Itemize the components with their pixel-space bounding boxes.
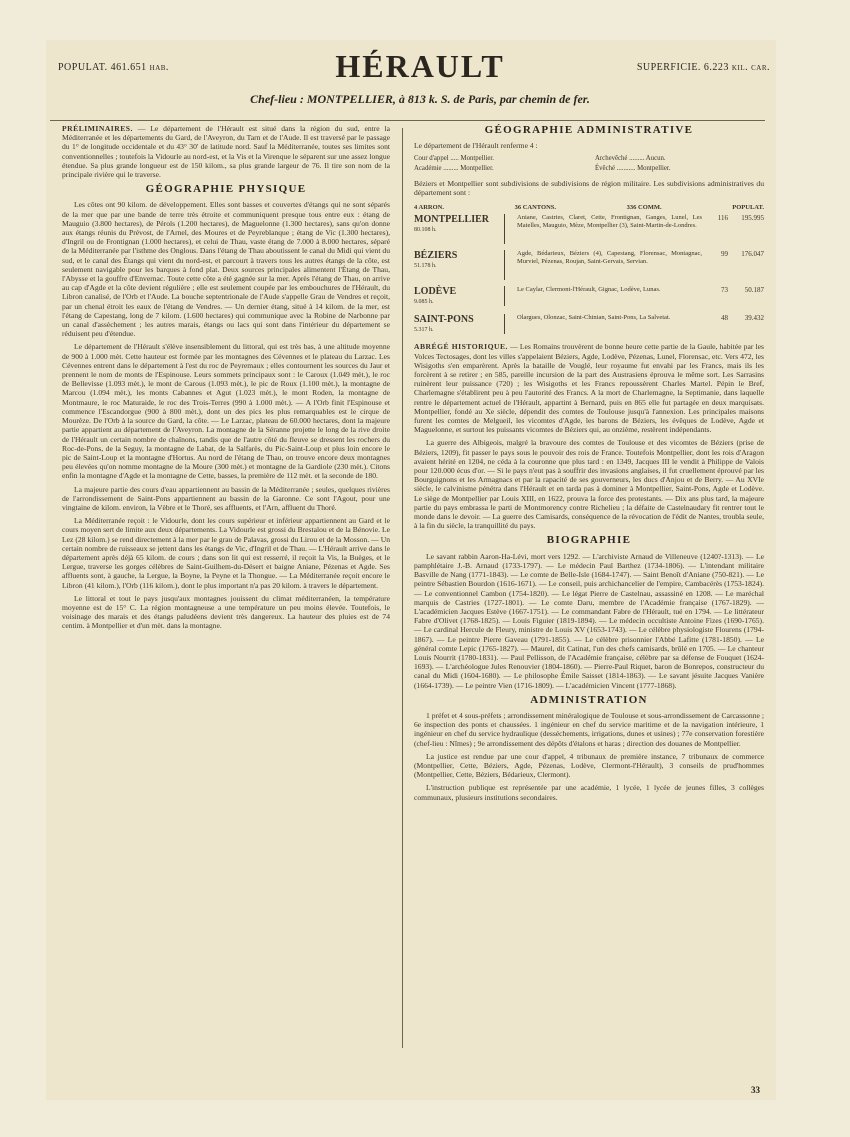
superficie: SUPERFICIE. 6.223 kil. car. bbox=[636, 62, 770, 73]
preliminaires-label: PRÉLIMINAIRES. bbox=[62, 124, 133, 133]
arr-row bbox=[414, 214, 764, 244]
arr-comm: 99 bbox=[721, 250, 728, 259]
arr-name-text: SAINT-PONS bbox=[414, 314, 474, 326]
arr-table-header bbox=[414, 203, 764, 212]
arr-pop: 39.432 bbox=[744, 314, 764, 323]
geo-paragraph: Le département de l'Hérault s'élève insensiblement du littoral, qui est très bas, à une altitude moyenne de 900 à 1.000 mèt. Cette hauteur est formée par les montagnes des Cévennes et le plateau du Larzac. Les Cévennes entrent dans le département à l'est du roc de Peyremaux ; elles contournent les sources du Jaur et prennent le nom de monts de l'Espinouse. Leurs sommets principaux sont : le Caroux (1.049 mèt.), le roc de Bellevisse (1.093 mèt.), le mont de Carous (1.093 mèt.), le pic de Roux (1.100 mèt.), la montagne de Marcou (1.094 mèt.), les monts Cabannes et Agut (1.023 mèt.), le mont Roden, la montagne de Montmaure, le roc Maturaide, le roc des Trois-Terres (990 à 1.000 mèt.). — A l'Orb finit l'Espinouse et commence l'Escandorgue (900 à 800 mèt.), dont un des pics les plus remarquables est le cirque de Mourèze. De l'Orb à la source du Gard, la côte. — Le Larzac, plateau de 60.000 hectares, dont la majeure partie appartient au département de l'Aveyron. La montagne de la Séranne projette le long de la rive droite de l'Hérault un certain nombre de chaînons, tandis que de l'autre côté du fleuve se dressent les rochers du Roc-de-Pons, de la Seguy, la montagne de Labat, de la Salfarès, du Pic-Saint-Loup et plus loin encore le pic de Saint-Loup et la montagne d'Hortus. Au nord de l'étang de Thau, on trouve encore deux montagnes peu élevées qu'on nomme montagne de la Moure (300 mèt.) et montagne de la Gardiole (230 mèt.). Citons enfin la montagne d'Agde et la montagne de Cette, basses, la première de 112 mèt. et la seconde de 180. bbox=[62, 342, 390, 481]
brace bbox=[504, 314, 513, 334]
administration-paragraph: La justice est rendue par une cour d'appel, 4 tribunaux de première instance, 7 tribunaux de commerce (Montpellier, Cette, Béziers, Agde, Pézenas, Lodève, Clermont-l'Hérault), 3 conseils de prud'hommes (Montpellier, Cette, Béziers, Bédarieux, Clermont). bbox=[414, 751, 764, 780]
brace bbox=[504, 250, 513, 280]
arr-pop: 176.047 bbox=[741, 250, 764, 259]
arr-cantons: Agde, Bédarieux, Béziers (4), Capestang, Florensac, Montagnac, Murviel, Pézenas, Roujan, Saint-Gervais, Servian. bbox=[517, 250, 702, 266]
arr-sub: 80.108 h. bbox=[414, 227, 437, 234]
arr-head-cell: 36 CANTONS. bbox=[514, 204, 557, 212]
history-text: — Les Romains trouvèrent de bonne heure cette partie de la Gaule, habitée par les Volces Tectosages, dont les villes s'appelaient Béziers, Agde, Lodève, Pézenas, Lunel, Florensac, etc. Vers 472, les Wisigoths s'en emparèrent. Après la bataille de Vouglé, leur royaume fut envahi par les Francs, mais ils les forcèrent à se retirer ; en 585, pareille incursion de la part des Austrasiens éprouva le même sort. Les Sarrasins ruinèrent leur puissance (720) ; les Wisigoths et les Francs repoussèrent Charles Martel. Pépin le Bref, Charlemagne s'établirent peu à peu l'autorité des Francs. A la mort de Charlemagne, la Septimanie, dans laquelle rentre le département actuel de l'Hérault, appartint à Bernard, puis en 865 elle fut partagée en deux marquisats. Montpellier, fondé au Xe siècle, dépendit des comtes de Toulouse jusqu'à l'annexion. Les principales maisons furent les comtes de Melgueil, les vicomtes d'Agde, les barons de Béziers, les évêques de Lodève, Agde et Maguelonne, et surtout les puissants vicomtes de Béziers qui, au onzième, restèrent indépendants. bbox=[414, 342, 764, 435]
arr-name-text: LODÈVE bbox=[414, 286, 457, 298]
chef-lieu: Chef-lieu : MONTPELLIER, à 813 k. S. de Paris, par chemin de fer. bbox=[250, 92, 590, 106]
unit-item: Archevêché ......... Aucun. bbox=[595, 155, 666, 163]
page-title: HÉRAULT bbox=[335, 48, 505, 84]
admin-note: Béziers et Montpellier sont subdivisions de subdivisions de région militaire. Les subdivisions administratives du département sont : bbox=[414, 178, 764, 198]
admin-units bbox=[414, 154, 764, 172]
brace bbox=[504, 214, 513, 244]
arr-sub: 51.178 h. bbox=[414, 263, 437, 270]
arr-name bbox=[414, 286, 504, 308]
history-paragraph bbox=[414, 342, 764, 434]
geo-physique-heading: GÉOGRAPHIE PHYSIQUE bbox=[145, 183, 307, 196]
preliminaires bbox=[62, 124, 390, 179]
unit-item: Évêché ........... Montpellier. bbox=[595, 164, 671, 172]
arr-pop: 50.187 bbox=[744, 286, 764, 295]
arr-cantons: Olargues, Olonzac, Saint-Chinian, Saint-Pons, La Salvetat. bbox=[517, 314, 671, 322]
geo-paragraph: Les côtes ont 90 kilom. de développement. Elles sont basses et couvertes d'étangs qui ne sont séparés de la mer que par une bande de terre très étroite et communiquent presque tous entre eux : étang de Mauguio (3.800 hectares), de Pérols (1.200 hectares), de Maguelonne (1.300 hectares), sans qu'on donne aux étangs réunis du Prévost, de l'Arnel, des Moures et de Peyreblanque ; étang de Vic (1.300 hectares), d'Ingril ou de Frontignan (1.000 hectares), et celui de Thau, vaste étang de 7.000 à 8.000 hectares, séparé de la Méditerranée par l'isthme des Onglous. Dans l'étang de Thau aboutissent le canal du Midi qui vient du sud, et le canal des Étangs qui vient du nord-est, et parcourt à travers tous les autres étangs de la côte, est seulement navigable pour les barques à fond plat. Deux sources principales alimentent l'Étang de Thau, l'Abysse et la gouffre d'Envernac. Toute cette côte a été gagnée sur la mer. Après l'étang de Thau, on arrive au cap d'Agde et la côte devient régulière ; elle est seulement coupée par les embouchures de l'Hérault, du Libron canalisé, de l'Orb et l'Aude. La bouche septentrionale de l'Aude s'appelle Grau de Vendres et reçoit, par un chenal étroit les eaux de l'étang de Vendres. — Un dernier étang, situé à 14 kilom. de la mer, est l'étang de Capestang, long de 7 kilom. (1.600 hectares) qui communique avec la Robine de Narbonne par un canal d'assèchement ; les autres marais, étangs ou lacs qui sont dans l'intérieur du département se réduisent peu d'étendue. bbox=[62, 200, 390, 339]
admin-intro: Le département de l'Hérault renferme 4 : bbox=[414, 141, 538, 151]
arr-cantons: Aniane, Castries, Claret, Cette, Frontignan, Ganges, Lunel, Les Matelles, Mauguio, Mèze, Montpellier (3), Saint-Martin-de-Londres. bbox=[517, 214, 702, 230]
geo-paragraph: Le littoral et tout le pays jusqu'aux montagnes jouissent du climat méditerranéen, la température moyenne est de 15° C. La région montagneuse a une température un peu moins élevée. Toutefois, le voisinage des marais et des étangs paludéens devient très dangereux. La hauteur des pluies est de 74 centim. à Montpellier et d'un mèt. dans la montagne. bbox=[62, 593, 390, 631]
unit-item: Cour d'appel ..... Montpellier. bbox=[414, 155, 494, 163]
arr-head-cell: 336 COMM. bbox=[626, 204, 662, 212]
population: POPULAT. 461.651 hab. bbox=[58, 62, 169, 73]
right-column bbox=[414, 124, 764, 806]
column-separator bbox=[402, 128, 403, 1048]
page-number: 33 bbox=[751, 1085, 760, 1095]
left-column bbox=[62, 124, 390, 635]
administration-paragraph: L'instruction publique est représentée par une académie, 1 lycée, 1 lycée de jeunes filles, 3 collèges communaux, plusieurs institutions secondaires. bbox=[414, 783, 764, 802]
geo-admin-heading: GÉOGRAPHIE ADMINISTRATIVE bbox=[484, 124, 694, 136]
unit-item: Académie ......... Montpellier. bbox=[414, 164, 494, 172]
arr-row bbox=[414, 250, 764, 280]
administration-heading: ADMINISTRATION bbox=[530, 693, 648, 706]
arr-head-cell: 4 ARRON. bbox=[414, 204, 444, 212]
arr-comm: 73 bbox=[721, 286, 728, 295]
geo-paragraph: La Méditerranée reçoit : le Vidourle, dont les cours supérieur et inférieur appartiennent au Gard et le cours moyen sert de limite aux deux départements. La Vidourle est grossi du Brestalou et de la Bénovie. Le Lez (28 kilom.) se rend directement à la mer par le grau de Palavas, grossi du Lirou et de la Mosson. — Un certain nombre de ruisseaux se jettent dans les étangs de Vic, d'Ingril et de Thau. — L'Hérault arrive dans le département après déjà 65 kilom. de cours ; dans son lit qui est resserré, il reçoit la Vis, la Buèges, et le Lergue, traverse les gorges célèbres de Saint-Guilhem-du-Désert et baigne Aniane, Pézenas et Agde. Ses affluents sont, à gauche, la Lergue, la Boyne, la Peyne et la Thongue. — La Méditerranée reçoit encore le Libron (41 kilom.), l'Orb (116 kilom.), dont le plus important n'a pas 20 kilom. à travers le département. bbox=[62, 516, 390, 590]
arr-row bbox=[414, 286, 764, 308]
geo-paragraph: La majeure partie des cours d'eau appartiennent au bassin de la Méditerranée ; seules, quelques rivières de l'arrondissement de Saint-Pons appartiennent au bassin de la Garonne. Ce sont l'Agout, pour une vingtaine de kilom. environ, la Vèbre et le Thoré, ses affluents, et l'Arn, affluent du Thoré. bbox=[62, 484, 390, 512]
arr-sub: 5.317 h. bbox=[414, 327, 434, 334]
preliminaires-text: — Le département de l'Hérault est situé dans la région du sud, entre la Méditerranée et les départements du Gard, de l'Aveyron, du Tarn et de l'Aude. Il est traversé par le passage du 1° de longitude occidentale et du 43° 30' de latitude nord. Sauf la Méditerranée, toutes ses limites sont conventionnelles ; toutefois la Vidourle au nord-est, et la Vis et la Virenque le séparent sur une assez longue étendue. Sa plus grande longueur est de 150 kilom., sa plus grande largeur de 76. Il tire son nom de la principale rivière qui le traverse. bbox=[62, 124, 390, 180]
header bbox=[50, 48, 770, 108]
biographie-heading: BIOGRAPHIE bbox=[546, 534, 632, 547]
brace bbox=[504, 286, 513, 306]
arr-row bbox=[414, 314, 764, 336]
arr-comm: 48 bbox=[721, 314, 728, 323]
administration-paragraph: 1 préfet et 4 sous-préfets ; arrondissement minéralogique de Toulouse et sous-arrondissement de Carcassonne ; 6e inspection des ponts et chaussées. 1 ingénieur en chef du service maritime et de la navigation intérieure, 1 ingénieur en chef du service hydraulique (desséchements, irrigations, dunes et usines) ; 77e conservation forestière (chef-lieu : Nîmes) ; 9e arrondissement des dépôts d'étalons et haras ; direction des douanes de Montpellier. bbox=[414, 710, 764, 748]
header-rule bbox=[50, 120, 765, 121]
arr-name-text: MONTPELLIER bbox=[414, 214, 490, 226]
arr-head-cell: POPULAT. bbox=[732, 204, 764, 212]
arr-cantons: Le Caylar, Clermont-l'Hérault, Gignac, Lodève, Lunas. bbox=[517, 286, 661, 294]
history-paragraph: La guerre des Albigeois, malgré la bravoure des comtes de Toulouse et des vicomtes de Béziers (prise de Béziers, 1209), fit passer le pays sous le pouvoir des rois de France. Toutefois Montpellier, dont les rois d'Aragon avaient hérité en 1204, ne céda à la couronne que plus tard : en 1349, Jacques III le vendit à Philippe de Valois pour 120.000 écus d'or. — Si le pays n'eut pas à souffrir des invasions anglaises, il fut cruellement éprouvé par les Bourguignons et les Armagnacs et par la rapacité de ses gouverneurs, les ducs d'Anjou et de Berry. — Au XVIe siècle, le calvinisme pénétra dans l'Hérault et en tarda pas à dominer à Montpellier, Saint-Pons, Agde et Lodève. Le siège de Montpellier par Louis XIII, en 1622, prouva la force des protestants. — Dix ans plus tard, la majeure partie du pays embrassa le parti de Montmorency contre Richelieu ; la défaite de Castelnaudary fit rentrer tout le monde dans le devoir. — La guerre des Camisards, conséquence de la révocation de l'édit de Nantes, troubla seule, à la fin du siècle, la tranquillité du pays. bbox=[414, 438, 764, 531]
arr-comm: 116 bbox=[717, 214, 728, 223]
arr-name bbox=[414, 314, 504, 336]
arr-pop: 195.995 bbox=[741, 214, 764, 223]
history-label: ABRÉGÉ HISTORIQUE. bbox=[414, 342, 508, 352]
arr-name bbox=[414, 250, 504, 272]
arr-sub: 9.085 h. bbox=[414, 299, 434, 306]
arr-name bbox=[414, 214, 504, 236]
biographie-text: Le savant rabbin Aaron-Ha-Lévi, mort vers 1292. — L'archiviste Arnaud de Villeneuve (1240?-1313). — Le pamphlétaire J.-B. Arnaud (1733-1797). — Le médecin Paul Barthez (1734-1806). — L'intendant militaire Basville de Nang (1771-1843). — Le comte de Belle-Isle (1684-1747). — Saint Benoît d'Aniane (750-821). — Le peintre Sébastien Bourdon (1616-1671). — Le conseil, puis archichancelier de l'empire, Cambacérès (1753-1824). — Le conventionnel Cambon (1754-1820). — Le légat Pierre de Castelnau, assassiné en 1208. — Le maréchal marquis de Castries (1727-1801). — Le comte Daru, membre de l'Académie française (1767-1829). — L'académicien Jacques Estève (1667-1751). — Le commandant Fabre de l'Hérault, tué en 1794. — Le littérateur Fabre d'Olivet (1768-1825). — Louis Figuier (1819-1894). — Le médecin occultiste Antoine Fizes (1690-1765). — Le cardinal Hercule de Fleury, ministre de Louis XV (1653-1743). — Le célèbre physiologiste Flourens (1794-1867). — Le peintre Pierre Gaveau (1791-1855). — Le célèbre prisonnier l'Abbé Lafitte (1781-1850). — Le général comte Lepic (1765-1827). — Maurel, dit Catinat, l'un des chefs camisards, brûlé en 1705. — Le chanteur Louis Nourrit (1780-1831). — Paul Pellisson, de l'Académie française, célèbre par sa défense de Fouquet (1624-1693). — L'archéologue Jules Renouvier (1804-1860). — Pierre-Paul Riquet, baron de Bonrepos, constructeur du canal du Midi (1604-1680). — Le philosophe Émile Saisset (1814-1863). — Le savant jésuite Jacques Vanière (1664-1739). — Le peintre Vien (1716-1809). — L'académicien Vincent (1777-1868). bbox=[414, 551, 764, 690]
arr-name-text: BÉZIERS bbox=[414, 250, 458, 262]
